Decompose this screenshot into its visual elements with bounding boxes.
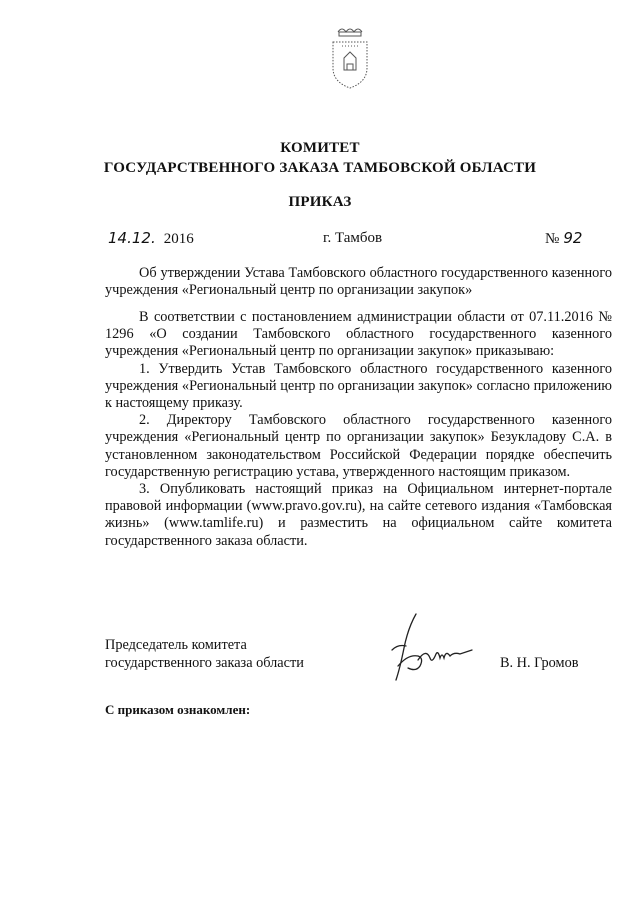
- subject: [105, 265, 612, 299]
- handwritten-number: 92: [563, 229, 583, 247]
- date-block: [108, 229, 194, 248]
- signatory-name: В. Н. Громов: [500, 655, 579, 671]
- city: г. Тамбов: [323, 230, 383, 246]
- committee-title-line1: КОМИТЕТ: [280, 140, 360, 156]
- committee-title-line2: ГОСУДАРСТВЕННОГО ЗАКАЗА ТАМБОВСКОЙ ОБЛАСТИ: [103, 160, 537, 176]
- date-year: 2016: [163, 231, 194, 247]
- signatory-title-line1: Председатель комитета: [105, 637, 247, 653]
- number-block: [545, 229, 582, 248]
- signatory-title-line2: государственного заказа области: [105, 655, 304, 671]
- order-body: [105, 309, 612, 550]
- handwritten-signature-icon: [378, 608, 478, 688]
- acknowledgement-label: С приказом ознакомлен:: [105, 702, 251, 717]
- preamble: В соответствии с постановлением администрации области от 07.11.2016 № 1296 «О создании Тамбовского областного государственного казенного учреждения «Региональный центр по организации закупок» приказываю:: [105, 309, 612, 360]
- handwritten-date: 14.12.: [108, 229, 156, 247]
- doc-type-title: ПРИКАЗ: [288, 194, 352, 210]
- order-item-3: 3. Опубликовать настоящий приказ на Официальном интернет-портале правовой информации (www.pravo.gov.ru), на сайте сетевого издания «Тамбовская жизнь» (www.tamlife.ru) и разместить на официальном сайте комитета государственного заказа области.: [105, 481, 612, 549]
- coat-of-arms-icon: [328, 24, 372, 92]
- signatory-title: [105, 636, 304, 672]
- number-prefix: №: [545, 231, 560, 247]
- subject-text: Об утверждении Устава Тамбовского областного государственного казенного учреждения «Региональный центр по организации закупок»: [105, 265, 612, 299]
- order-item-1: 1. Утвердить Устав Тамбовского областного государственного казенного учреждения «Региональный центр по организации закупок» согласно приложению к настоящему приказу.: [105, 360, 612, 412]
- order-item-2: 2. Директору Тамбовского областного государственного казенного учреждения «Региональный центр по организации закупок» Безукладову С.А. в установленном законодательством Российской Федерации порядке обеспечить государственную регистрацию устава, утвержденного настоящим приказом.: [105, 412, 612, 480]
